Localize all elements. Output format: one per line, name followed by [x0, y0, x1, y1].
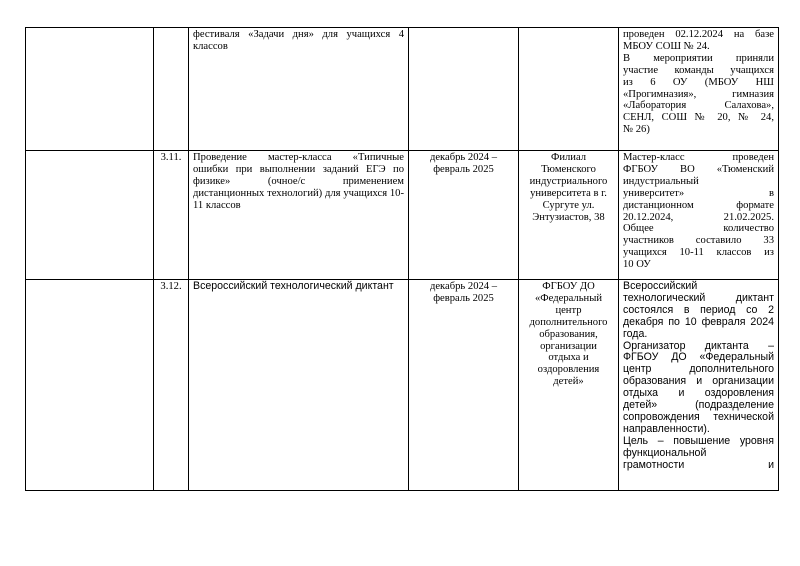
blank-cell [26, 280, 154, 491]
result-line: ФГБОУ ДО «Федеральный [623, 351, 774, 364]
result-line: университет» в [623, 187, 774, 199]
blank-cell [26, 151, 154, 280]
row-number: 3.11. [154, 151, 189, 280]
event-name: фестиваля «Задачи дня» для учащихся 4 классов [189, 28, 409, 151]
result-line: учащихся 10-11 классов из [623, 247, 774, 259]
result-line: «Лаборатория Салахова», [623, 100, 774, 112]
table-row [26, 280, 779, 491]
row-number [154, 28, 189, 151]
row-number: 3.12. [154, 280, 189, 491]
result-line: индустриальный [623, 175, 699, 187]
result-line: МБОУ СОШ № 24. [623, 40, 710, 52]
event-dates: декабрь 2024 – февраль 2025 [409, 280, 519, 491]
result-line: № 26) [623, 124, 650, 136]
event-dates: декабрь 2024 – февраль 2025 [409, 151, 519, 280]
result-line: направленности). [623, 422, 710, 435]
result-line: состоялся в период со 2 [623, 303, 774, 316]
result-line: центр дополнительного [623, 363, 774, 376]
result-line: 20.12.2024, 21.02.2025. [623, 211, 774, 223]
event-venue [519, 28, 619, 151]
result-line: ФГБОУ ВО «Тюменский [623, 163, 774, 175]
result-line: отдыха и оздоровления [623, 387, 774, 400]
result-line: детей» (подразделение [623, 399, 774, 412]
event-venue: ФГБОУ ДО «Федеральный центр дополнительного образования, организации отдыха и оздоровления детей» [519, 280, 619, 491]
result-line: проведен 02.12.2024 на базе [623, 29, 774, 40]
result-line: участие команды учащихся [623, 64, 774, 76]
result-line: образования и организации [623, 375, 774, 388]
result-line: дистанционном формате [623, 199, 774, 211]
result-line: технологический диктант [623, 291, 774, 304]
event-venue: Филиал Тюменского индустриального университета в г. Сургуте ул. Энтузиастов, 38 [519, 151, 619, 280]
event-name: Всероссийский технологический диктант [189, 280, 409, 491]
result-line: СЕНЛ, СОШ № 20, № 24, [623, 112, 774, 124]
result-line: Общее количество [623, 223, 774, 235]
event-dates [409, 28, 519, 151]
result-line: В мероприятии приняли [623, 52, 774, 64]
result-line: участников составило 33 [623, 235, 774, 247]
result-line: Цель – повышение уровня [623, 434, 774, 447]
result-line: года. [623, 327, 648, 340]
result-line: декабря по 10 февраля 2024 [623, 315, 774, 328]
result-line: Мастер-класс проведен [623, 152, 774, 163]
result-line: функциональной [623, 446, 707, 459]
result-line: сопровождения технической [623, 410, 774, 423]
event-result [619, 28, 779, 151]
blank-cell [26, 28, 154, 151]
event-result [619, 151, 779, 280]
result-line: грамотности и [623, 458, 774, 471]
result-line: Всероссийский [623, 280, 698, 292]
event-name: Проведение мастер-класса «Типичные ошибки при выполнении заданий ЕГЭ по физике» (очное/с применением дистанционных технологий) для учащихся 10-11 классов [189, 151, 409, 280]
result-line: «Прогимназия», гимназия [623, 88, 774, 100]
result-line: Организатор диктанта – [623, 339, 774, 352]
result-line: из 6 ОУ (МБОУ НШ [623, 76, 774, 88]
table-row [26, 151, 779, 280]
table-row [26, 28, 779, 151]
event-result [619, 280, 779, 491]
result-line: 10 ОУ [623, 259, 651, 271]
activities-table [25, 27, 779, 491]
